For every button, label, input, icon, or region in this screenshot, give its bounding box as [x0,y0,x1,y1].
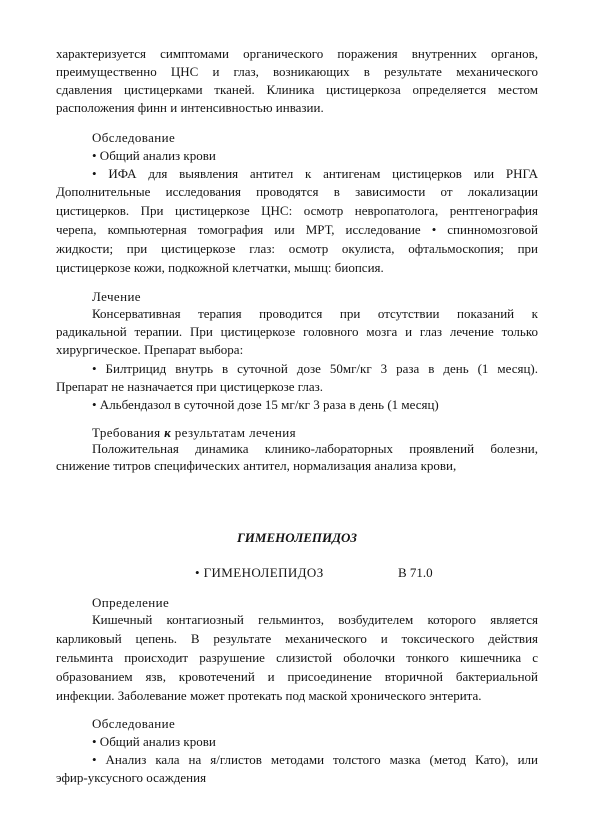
text-line: • Анализ кала на я/глистов методами толстого мазка (метод Като), или [92,752,538,767]
text-line: • Общий анализ крови [92,148,216,163]
text-line: сдавления цистицерками тканей. Клиника цистицеркоза определяется местом [56,82,538,97]
heading-part: результатам лечения [171,425,297,440]
section-heading-treatment: Лечение [92,289,141,304]
text-line: гельминта происходит разрушение слизистой оболочки тонкого кишечника с [56,650,538,665]
text-line: карликовый цепень. В результате механического и токсического действия [56,631,538,646]
text-line: снижение титров специфических антител, нормализация анализа крови, [56,458,457,473]
text-line: инфекции. Заболевание может протекать под маской хронического энтерита. [56,688,482,703]
section-heading-examination: Обследование [92,130,176,145]
disease-name: • ГИМЕНОЛЕПИДОЗ [195,565,324,580]
section-heading-definition: Определение [92,595,170,610]
text-line: радикальной терапии. При цистицеркозе головного мозга и глаз лечение только [56,324,538,339]
text-line: Препарат не назначается при цистицеркозе глаз. [56,379,324,394]
heading-part: к [164,425,172,440]
text-line: Консервативная терапия проводится при отсутствии показаний к [92,306,538,321]
text-line: эфир-уксусного осаждения [56,770,207,785]
section-heading-examination-2: Обследование [92,716,176,731]
text-line: Положительная динамика клинико-лабораторных проявлений болезни, [92,441,538,456]
text-line: • Альбендазол в суточной дозе 15 мг/кг 3 раза в день (1 месяц) [92,397,439,412]
disease-code: В 71.0 [398,565,433,580]
text-line: цистицерков. При цистицеркозе ЦНС: осмотр невропатолога, рентгенография [56,203,538,218]
text-line: преимущественно ЦНС и глаз, возникающих в результате механического [56,64,538,79]
text-line: • ИФА для выявления антител к антигенам цистицерков или РНГА [92,166,538,181]
text-line: цистицеркозе кожи, подкожной клетчатки, мышц: биопсия. [56,260,384,275]
text-line: черепа, компьютерная томография или МРТ, исследование • спинномозговой [56,222,538,237]
text-line: • Общий анализ крови [92,734,216,749]
text-line: хирургическое. Препарат выбора: [56,342,244,357]
heading-part: Требования [92,425,165,440]
text-line: характеризуется симптомами органического поражения внутренних органов, [56,46,538,61]
text-line: расположения финн и интенсивностью инвазии. [56,100,324,115]
section-heading-requirements [92,425,296,441]
text-line: жидкости; при цистицеркозе глаз: осмотр окулиста, офтальмоскопия; при [56,241,538,256]
text-line: образованием язв, кровотечений и присоединение вторичной бактериальной [56,669,538,684]
text-line: Кишечный контагиозный гельминтоз, возбудителем которого является [92,612,538,627]
chapter-title: ГИМЕНОЛЕПИДОЗ [236,530,358,545]
text-line: Дополнительные исследования проводятся в зависимости от локализации [56,184,538,199]
text-line: • Билтрицид внутрь в суточной дозе 50мг/кг 3 раза в день (1 месяц). [92,361,538,376]
